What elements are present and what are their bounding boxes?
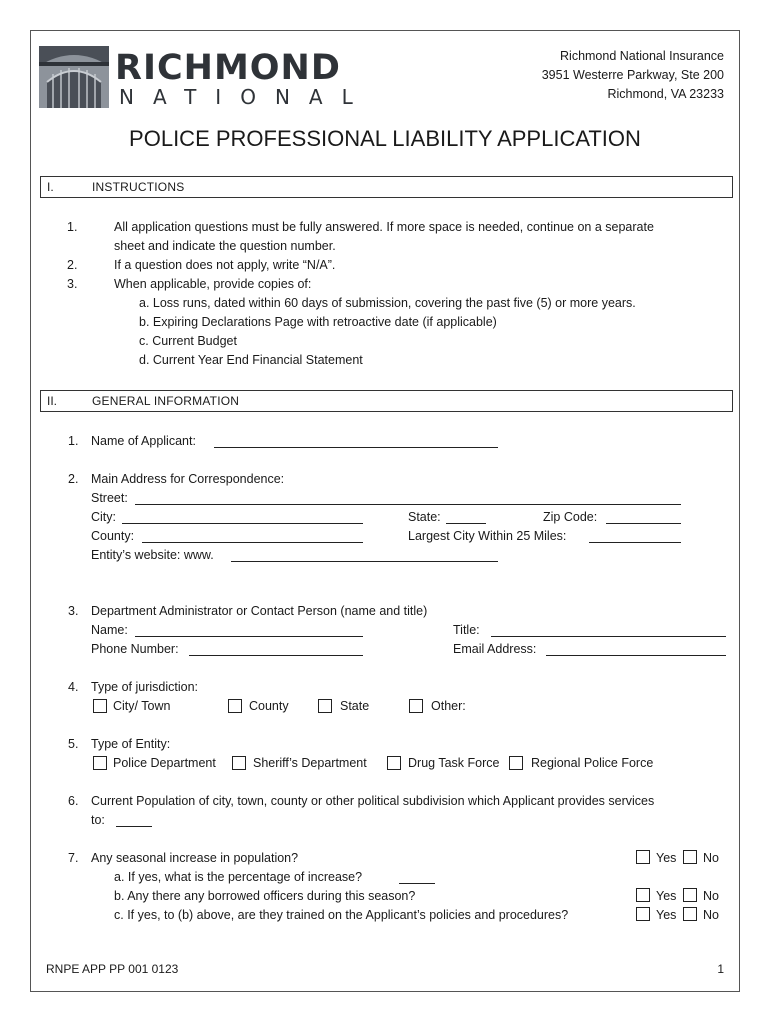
state-field[interactable] (446, 523, 486, 524)
q1-number: 1. (68, 434, 79, 448)
police-department-checkbox[interactable] (93, 756, 107, 770)
drug-task-force-label: Drug Task Force (408, 756, 500, 770)
seasonal-no-checkbox[interactable] (683, 850, 697, 864)
instruction-1-line-2: sheet and indicate the question number. (114, 239, 336, 253)
q6-number: 6. (68, 794, 79, 808)
section-number: I. (47, 180, 54, 194)
zip-field[interactable] (606, 523, 681, 524)
other-checkbox[interactable] (409, 699, 423, 713)
seasonal-no-label: No (703, 851, 719, 865)
regional-police-force-label: Regional Police Force (531, 756, 654, 770)
percentage-increase-label: a. If yes, what is the percentage of increase? (114, 870, 363, 884)
borrowed-yes-label: Yes (656, 889, 677, 903)
seasonal-yes-checkbox[interactable] (636, 850, 650, 864)
applicant-name-label: Name of Applicant: (91, 434, 196, 448)
instruction-3b: b. Expiring Declarations Page with retroactive date (if applicable) (139, 315, 497, 329)
contact-person-label: Department Administrator or Contact Person (name and title) (91, 604, 428, 618)
address-label: Main Address for Correspondence: (91, 472, 285, 486)
sheriffs-department-label: Sheriff’s Department (253, 756, 367, 770)
trained-yes-checkbox[interactable] (636, 907, 650, 921)
entity-type-label: Type of Entity: (91, 737, 171, 751)
section-instructions-header (40, 176, 733, 198)
instruction-2: If a question does not apply, write “N/A”. (114, 258, 336, 272)
q2-number: 2. (68, 472, 79, 486)
largest-city-field[interactable] (589, 542, 681, 543)
applicant-name-field[interactable] (214, 447, 498, 448)
phone-label: Phone Number: (91, 642, 179, 656)
regional-police-force-checkbox[interactable] (509, 756, 523, 770)
contact-title-label: Title: (453, 623, 480, 637)
contact-title-field[interactable] (491, 636, 726, 637)
logo-line-1: RICHMOND (115, 48, 341, 88)
company-street: 3951 Westerre Parkway, Ste 200 (541, 68, 724, 82)
instruction-1-line-1: All application questions must be fully answered. If more space is needed, continue on a separate (114, 220, 654, 234)
q7-number: 7. (68, 851, 79, 865)
section-number: II. (47, 394, 58, 408)
website-label: Entity’s website: www. (91, 548, 214, 562)
company-logo (39, 46, 384, 108)
page-title: POLICE PROFESSIONAL LIABILITY APPLICATION (129, 126, 641, 151)
state-checkbox[interactable] (318, 699, 332, 713)
county-label: County: (91, 529, 135, 543)
phone-field[interactable] (189, 655, 363, 656)
police-department-label: Police Department (113, 756, 216, 770)
county-checkbox[interactable] (228, 699, 242, 713)
street-label: Street: (91, 491, 128, 505)
instruction-3: When applicable, provide copies of: (114, 277, 312, 291)
city-field[interactable] (122, 523, 363, 524)
drug-task-force-checkbox[interactable] (387, 756, 401, 770)
sheriffs-department-checkbox[interactable] (232, 756, 246, 770)
section-title: GENERAL INFORMATION (92, 394, 240, 408)
trained-officers-label: c. If yes, to (b) above, are they trained on the Applicant’s policies and procedures? (114, 908, 569, 922)
website-field[interactable] (231, 561, 498, 562)
population-label-line-1: Current Population of city, town, county or other political subdivision which Applicant provides services (91, 794, 655, 808)
company-name: Richmond National Insurance (560, 49, 724, 63)
trained-no-label: No (703, 908, 719, 922)
section-general-info-header (40, 390, 733, 412)
percentage-increase-field[interactable] (399, 883, 435, 884)
instruction-3c: c. Current Budget (139, 334, 237, 348)
other-option-label: Other: (431, 699, 466, 713)
form-code: RNPE APP PP 001 0123 (46, 962, 179, 976)
email-label: Email Address: (453, 642, 537, 656)
email-field[interactable] (546, 655, 726, 656)
q4-number: 4. (68, 680, 79, 694)
zip-label: Zip Code: (543, 510, 598, 524)
city-label: City: (91, 510, 116, 524)
page-number: 1 (717, 962, 724, 976)
instruction-3-number: 3. (67, 277, 78, 291)
county-option-label: County (249, 699, 289, 713)
bridge-logo-icon (39, 46, 109, 108)
section-title: INSTRUCTIONS (92, 180, 185, 194)
state-label: State: (408, 510, 441, 524)
borrowed-officers-label: b. Any there any borrowed officers during this season? (114, 889, 416, 903)
borrowed-no-label: No (703, 889, 719, 903)
largest-city-label: Largest City Within 25 Miles: (408, 529, 567, 543)
state-option-label: State (340, 699, 370, 713)
q5-number: 5. (68, 737, 79, 751)
county-field[interactable] (142, 542, 363, 543)
street-field[interactable] (135, 504, 681, 505)
application-page (30, 30, 740, 992)
population-label-line-2: to: (91, 813, 105, 827)
borrowed-no-checkbox[interactable] (683, 888, 697, 902)
company-city: Richmond, VA 23233 (607, 87, 724, 101)
seasonal-yes-label: Yes (656, 851, 677, 865)
q3-number: 3. (68, 604, 79, 618)
instruction-2-number: 2. (67, 258, 78, 272)
contact-name-label: Name: (91, 623, 128, 637)
trained-yes-label: Yes (656, 908, 677, 922)
logo-line-2: NATIONAL (119, 85, 372, 109)
seasonal-increase-label: Any seasonal increase in population? (91, 851, 299, 865)
instruction-3d: d. Current Year End Financial Statement (139, 353, 363, 367)
population-field[interactable] (116, 826, 152, 827)
borrowed-yes-checkbox[interactable] (636, 888, 650, 902)
instruction-3a: a. Loss runs, dated within 60 days of submission, covering the past five (5) or more years. (139, 296, 636, 310)
trained-no-checkbox[interactable] (683, 907, 697, 921)
instruction-1-number: 1. (67, 220, 78, 234)
city-town-checkbox[interactable] (93, 699, 107, 713)
city-town-label: City/ Town (113, 699, 171, 713)
jurisdiction-label: Type of jurisdiction: (91, 680, 198, 694)
contact-name-field[interactable] (135, 636, 363, 637)
